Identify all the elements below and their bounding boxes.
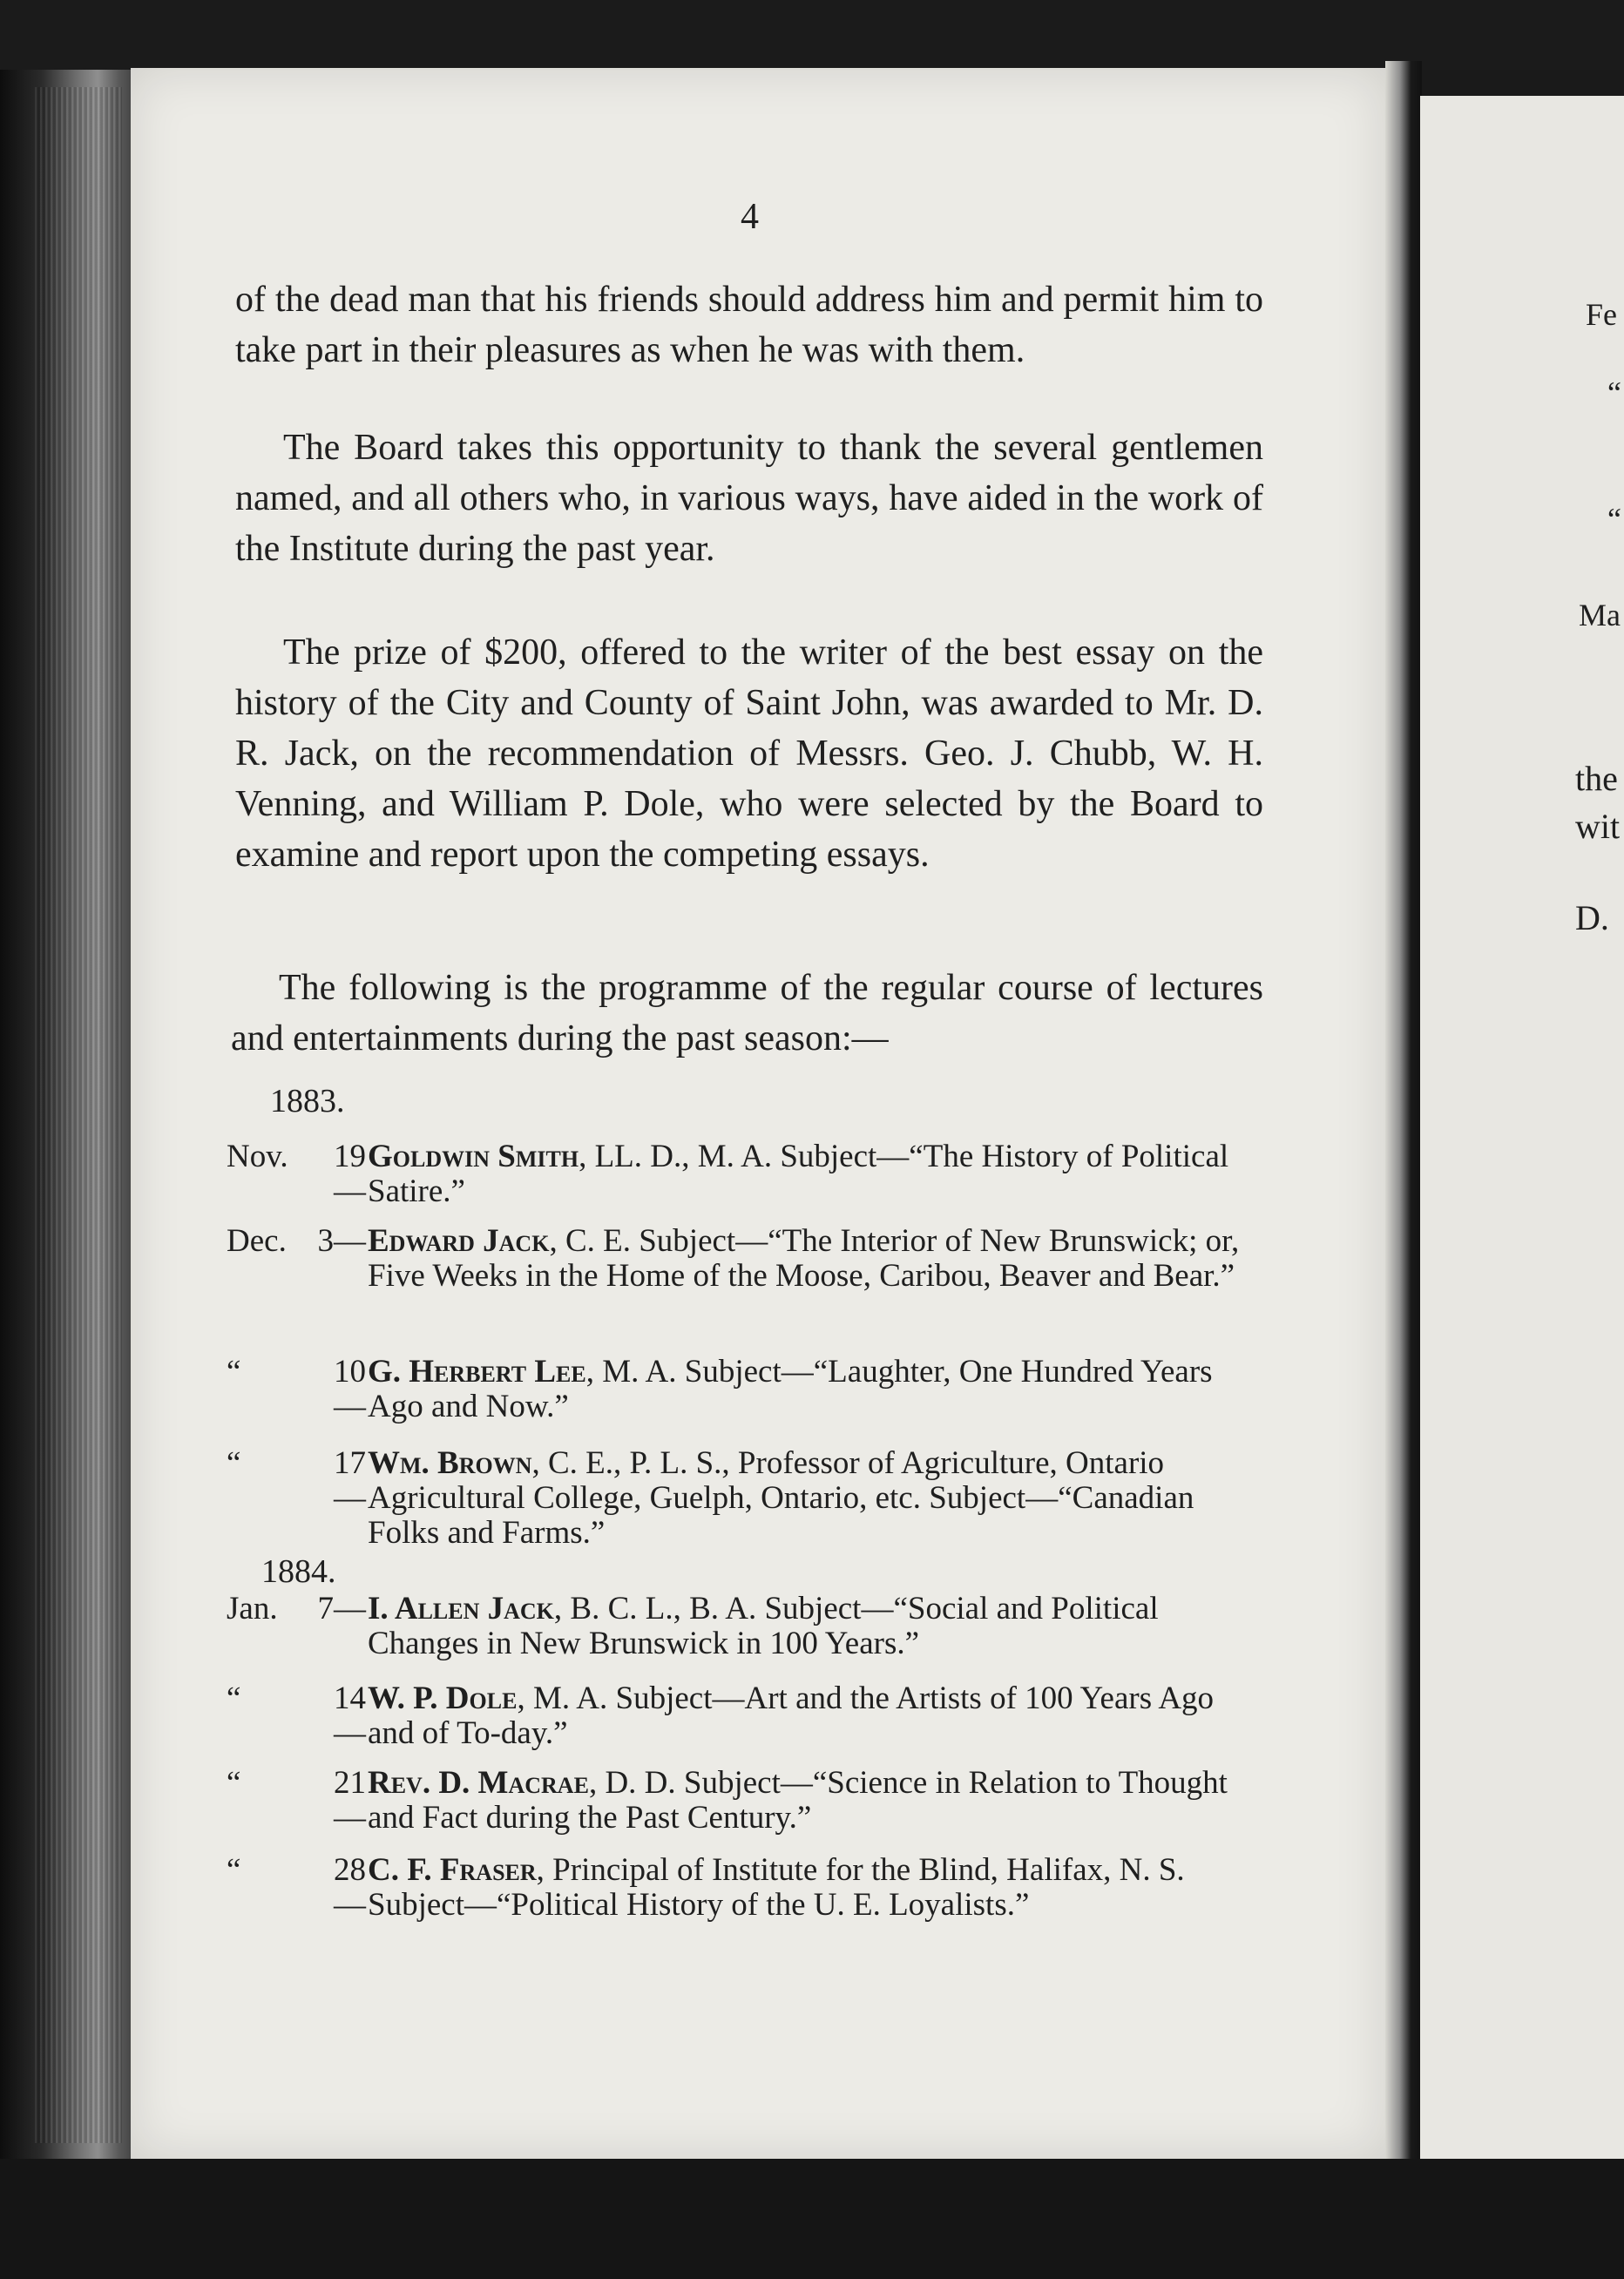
lecture-details: , C. E., P. L. S., Professor of Agriculture, Ontario Agricultural College, Guelph, Ontario, etc. Subject—“Canadian Folks and Farms.” [368, 1445, 1194, 1551]
facing-page-fragment: Fe [1586, 297, 1617, 332]
lecture-details: , LL. D., M. A. Subject—“The History of Political Satire.” [368, 1139, 1229, 1209]
lecture-day: 19— [334, 1139, 366, 1209]
lecture-speaker: Wm. Brown [368, 1445, 532, 1481]
lecture-details: , M. A. Subject—“Laughter, One Hundred Years Ago and Now.” [368, 1354, 1213, 1424]
scan-bottom-border [0, 2159, 1624, 2279]
facing-page-fragment: “ [1607, 502, 1621, 537]
year-heading: 1883. [270, 1083, 345, 1119]
lecture-entry [227, 1446, 1255, 1551]
facing-page-fragment: D. [1575, 898, 1609, 937]
lecture-description [368, 1592, 1255, 1661]
lecture-entry [227, 1766, 1255, 1836]
lecture-entry [227, 1355, 1255, 1424]
lecture-speaker: Goldwin Smith [368, 1139, 579, 1174]
lecture-month: “ [227, 1354, 241, 1390]
page-right-facing [1420, 96, 1624, 2161]
lecture-day: 21— [334, 1765, 366, 1836]
lecture-entry [227, 1853, 1255, 1923]
lecture-entry [227, 1224, 1255, 1294]
scan-top-border [0, 0, 1624, 70]
lecture-details: , D. D. Subject—“Science in Relation to Thought and Fact during the Past Century.” [368, 1765, 1228, 1836]
lecture-description [368, 1446, 1255, 1551]
lecture-speaker: Edward Jack [368, 1223, 550, 1259]
lecture-day: 17— [334, 1445, 366, 1516]
year-heading: 1884. [261, 1553, 336, 1590]
lecture-day: 28— [334, 1852, 366, 1923]
paragraph-thanks: The Board takes this opportunity to thank the several gentlemen named, and all others who, in various ways, have aided in the work of the Institute during the past year. [235, 428, 1263, 569]
facing-page-fragment: “ [1607, 375, 1621, 410]
lecture-month: “ [227, 1765, 241, 1801]
lecture-speaker: I. Allen Jack [368, 1591, 554, 1626]
lecture-month: “ [227, 1852, 241, 1888]
lecture-description [368, 1766, 1255, 1836]
book-gutter [1385, 61, 1422, 2169]
lecture-description [368, 1140, 1255, 1209]
facing-page-fragment: the [1575, 759, 1618, 798]
lecture-description [368, 1681, 1255, 1751]
lecture-details: , C. E. Subject—“The Interior of New Brunswick; or, Five Weeks in the Home of the Moose, Caribou, Beaver and Bear.” [368, 1223, 1240, 1294]
lecture-day: 14— [334, 1681, 366, 1751]
facing-page-fragment: Ma [1579, 598, 1621, 632]
lecture-day: 3— [317, 1223, 366, 1259]
lecture-details: , M. A. Subject—Art and the Artists of 100 Years Ago and of To-day.” [368, 1681, 1215, 1751]
lecture-speaker: G. Herbert Lee [368, 1354, 586, 1390]
lecture-description [368, 1224, 1255, 1294]
lecture-entry [227, 1681, 1255, 1751]
lecture-day: 7— [317, 1591, 366, 1626]
lecture-month: Nov. [227, 1139, 288, 1174]
lecture-description [368, 1853, 1255, 1923]
page-stack-edges [35, 87, 122, 2143]
lecture-description [368, 1355, 1255, 1424]
lecture-day: 10— [334, 1354, 366, 1424]
lecture-speaker: Rev. D. Macrae [368, 1765, 589, 1801]
lecture-month: “ [227, 1445, 241, 1481]
lecture-month: “ [227, 1681, 241, 1716]
facing-page-fragment: wit [1575, 807, 1621, 846]
lecture-speaker: C. F. Fraser [368, 1852, 537, 1888]
paragraph-prize: The prize of $200, offered to the writer of the best essay on the history of the City and County of Saint John, was awarded to Mr. D. R. Jack, on the recommendation of Messrs. Geo. J. Chubb, W. H. Venning, and William P. Dole, who were selected by the Board to examine and report upon the competing essays. [235, 632, 1263, 875]
lecture-month: Dec. [227, 1223, 287, 1259]
paragraph-continuation: of the dead man that his friends should address him and permit him to take part in their pleasures as when he was with them. [235, 280, 1263, 370]
page-number: 4 [741, 197, 759, 237]
paragraph-programme-intro: The following is the programme of the regular course of lectures and entertainments during the past season:— [231, 968, 1263, 1058]
lecture-speaker: W. P. Dole [368, 1681, 518, 1716]
lecture-entry [227, 1592, 1255, 1661]
lecture-details: , B. C. L., B. A. Subject—“Social and Political Changes in New Brunswick in 100 Years.” [368, 1591, 1159, 1661]
lecture-month: Jan. [227, 1591, 278, 1626]
lecture-details: , Principal of Institute for the Blind, Halifax, N. S. Subject—“Political History of the U. E. Loyalists.” [368, 1852, 1185, 1923]
lecture-entry [227, 1140, 1255, 1209]
